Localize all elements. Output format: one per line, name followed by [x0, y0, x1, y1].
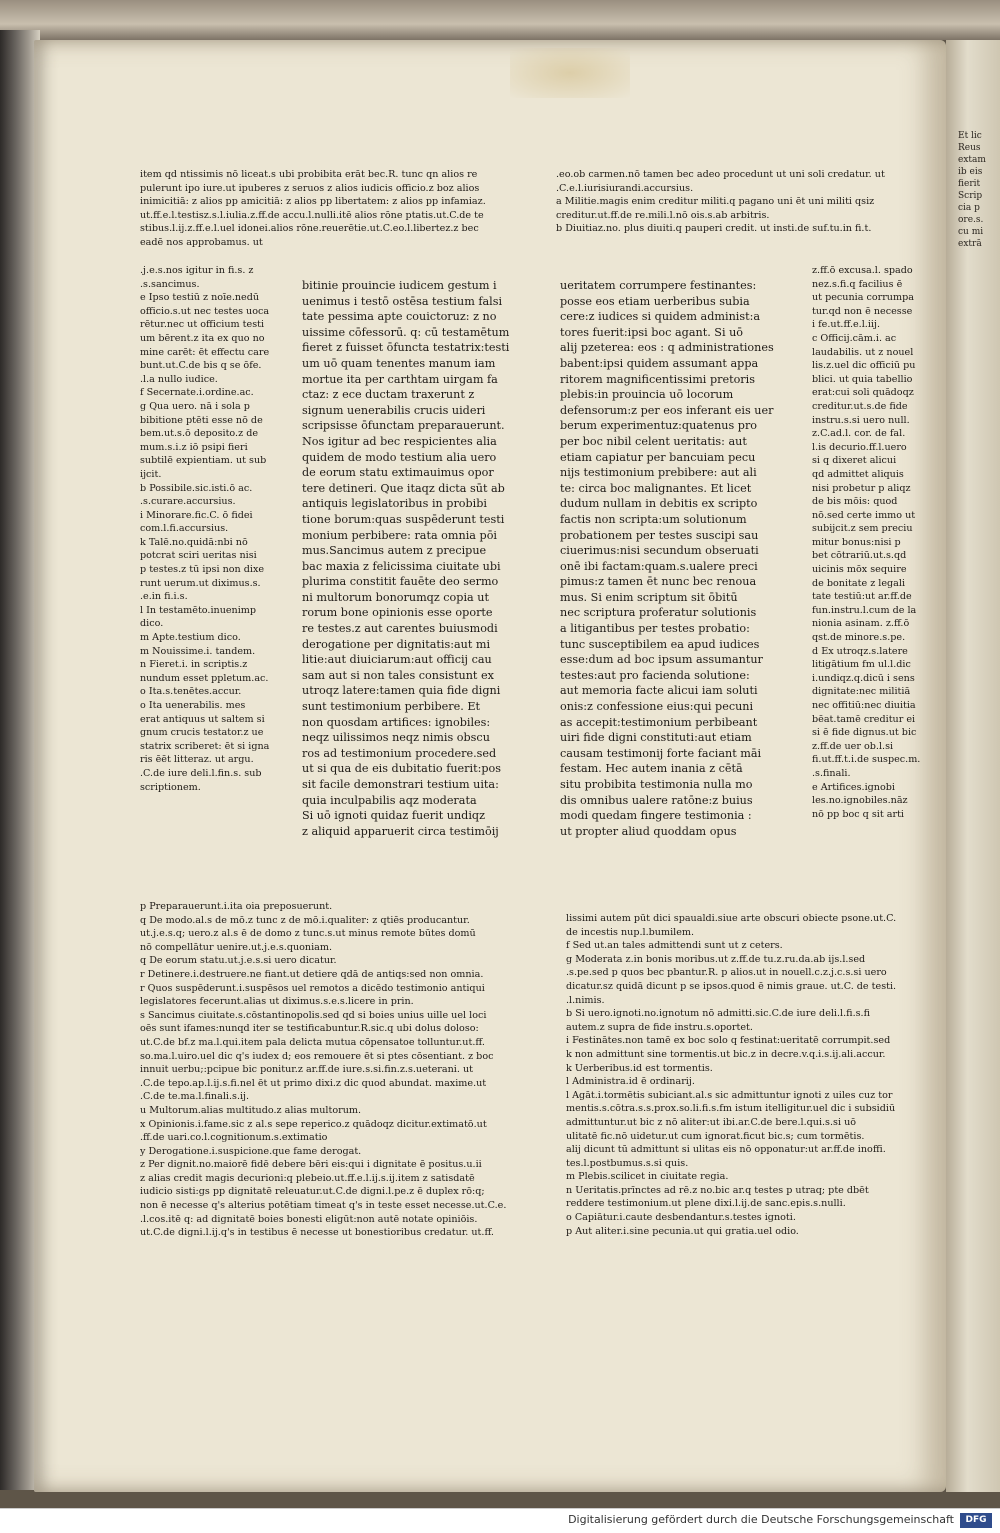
gloss-line: qd admittet aliquis — [812, 468, 904, 480]
text-line: non quosdam artifices: ignobiles: — [302, 715, 491, 729]
gloss-line: laudabilis. ut z nouel — [812, 346, 914, 358]
main-text-column-1 — [302, 278, 544, 839]
gloss-line: i.undiqz.q.dicū i sens — [812, 672, 915, 684]
gloss-line: reddere testimonium.ut plene dixi.l.ij.de sanc.epis.s.nulli. — [566, 1198, 846, 1210]
gloss-line: blici. ut quia tabellio — [812, 373, 913, 385]
gloss-line: g Qua uero. nā i sola p — [140, 400, 250, 412]
gloss-line: com.l.fi.accursius. — [140, 523, 229, 535]
text-line: tere detineri. Que itaqz dicta sūt ab — [302, 481, 505, 495]
gloss-line: tate testiū:ut ar.ff.de — [812, 591, 912, 603]
gloss-line: iudicio sisti:gs pp dignitatē releuatur.ut.C.de digni.l.pe.z ē duplex rō:q; — [140, 1186, 485, 1198]
gloss-line: mitur bonus:nisi p — [812, 536, 901, 548]
gloss-line: b Possibile.sic.isti.ō ac. — [140, 482, 253, 494]
gloss-line: k Talē.no.quidā:nbi nō — [140, 536, 248, 548]
gloss-line: ut pecunia corrumpa — [812, 292, 914, 304]
gloss-line: d Ex utroqz.s.latere — [812, 645, 908, 657]
gloss-line: innuit uerbu;:pcipue bic ponitur.z ar.ff.de iure.s.si.fin.z.s.ueterani. ut — [140, 1064, 473, 1076]
text-line: plebis:in prouincia uō locorum — [560, 388, 734, 402]
text-line: litie:aut diuiciarum:aut officij cau — [302, 653, 492, 667]
gloss-line: f Sed ut.an tales admittendi sunt ut z ceters. — [566, 940, 783, 952]
gloss-line: k non admittunt sine tormentis.ut bic.z in decre.v.q.i.s.ij.ali.accur. — [566, 1048, 886, 1060]
lower-gloss-right — [566, 912, 940, 1238]
text-line: tione borum:quas suspēderunt testi — [302, 512, 505, 526]
gloss-line: .e.in fi.i.s. — [140, 591, 188, 603]
gloss-line: .j.e.s.nos igitur in fi.s. z — [140, 265, 254, 276]
text-line: onis:z confessione eius:qui pecuni — [560, 700, 754, 714]
gloss-line: r Detinere.i.destruere.ne fiant.ut detiere qdā de antiqs:sed non omnia. — [140, 968, 484, 980]
text-line: situ probibita testimonia nulla mo — [560, 778, 753, 791]
gloss-line: de bonitate z legali — [812, 577, 906, 589]
text-line: onē ibi factam:quam.s.ualere preci — [560, 559, 758, 573]
text-line: derogatione per dignitatis:aut mi — [302, 637, 491, 651]
gloss-line: nionia asinam. z.ff.ō — [812, 618, 910, 630]
gloss-line: bet cōtrariū.ut.s.qd — [812, 550, 907, 562]
text-line: defensorum:z per eos inferant eis uer — [560, 403, 774, 417]
gloss-line: ut.j.e.s.q; uero.z al.s ē de domo z tunc.s.ut minus remote būtes domū — [140, 928, 476, 940]
lower-gloss-left — [140, 900, 548, 1240]
gloss-line: tur.qd non ē necesse — [812, 305, 913, 317]
next-page-line: fierit — [958, 179, 981, 189]
text-line: ritorem magnificentissimi pretoris — [560, 372, 755, 386]
gloss-line: nundum esset ppletum.ac. — [140, 672, 269, 684]
gloss-line: inimicitiā: z alios pp amicitiā: z alios pp libertatem: z alios pp infamiaz. — [140, 196, 486, 208]
top-gloss-right — [556, 168, 926, 236]
text-line: um uō quam tenentes manum iam — [302, 356, 496, 370]
text-line: mus. Si enim scriptum sit ōbitū — [560, 590, 738, 604]
text-line: signum uenerabilis crucis uideri — [302, 403, 486, 417]
text-line: uissime cōfessorū. q: cū testamētum — [302, 325, 510, 339]
gloss-line: .s.pe.sed p quos bec pbantur.R. p alios.ut in nouell.c.z.j.c.s.si uero — [566, 967, 887, 979]
text-line: tate pessima apte couictoruz: z no — [302, 310, 497, 324]
text-line: mortue ita per carthtam uirgam fa — [302, 372, 498, 386]
gloss-line: q De modo.al.s de mō.z tunc z de mō.i.qualiter: z qtiēs producantur. — [140, 914, 470, 926]
text-line: te: circa boc malignantes. Et licet — [560, 481, 752, 495]
gloss-line: i Festinātes.non tamē ex boc solo q festinat:ueritatē corrumpit.sed — [566, 1035, 891, 1047]
gloss-line: b Si uero.ignoti.no.ignotum nō admitti.sic.C.de iure deli.l.fi.s.fi — [566, 1008, 870, 1020]
gloss-line: dicatur.sz quidā dicunt p se ipsos.quod ē nimis graue. ut.C. de testi. — [566, 980, 897, 992]
text-line: plurima constitit fauēte deo sermo — [302, 575, 499, 589]
text-line: testes:aut pro facienda solutione: — [560, 668, 750, 682]
gloss-line: lissimi autem pūt dici spaualdi.siue arte obscuri obiecte psone.ut.C. — [566, 913, 897, 924]
text-line: ros ad testimonium procedere.sed — [302, 746, 497, 760]
gloss-line: scriptionem. — [140, 781, 201, 793]
text-line: nijs testimonium prebibere: aut ali — [560, 466, 757, 480]
gloss-line: .C.de tepo.ap.l.ij.s.fi.nel ēt ut primo dixi.z dic quod abundat. maxime.ut — [140, 1077, 487, 1089]
gloss-line: e Ipso testiū z noīe.nedū — [140, 292, 260, 304]
gloss-line: nō compellātur uenire.ut.j.e.s.quoniam. — [140, 941, 333, 953]
gloss-line: dico. — [140, 618, 164, 630]
gloss-line: mine carēt: ēt effectu care — [140, 346, 270, 358]
gloss-line: m Apte.testium dico. — [140, 632, 241, 644]
text-line: mus.Sancimus autem z precipue — [302, 544, 487, 558]
gloss-line: c Officij.cām.i. ac — [812, 332, 897, 344]
next-page-fragment — [958, 130, 1000, 1330]
gloss-line: .ff.de uari.co.l.cognitionum.s.extimatio — [140, 1132, 328, 1144]
gloss-line: subijcit.z sem preciu — [812, 523, 913, 535]
next-page-line: extrā — [958, 239, 982, 249]
text-line: ni multorum bonorumqz copia ut — [302, 590, 489, 604]
gloss-line: mum.s.i.z iō psipi fieri — [140, 441, 248, 453]
gloss-line: .l.a nullo iudice. — [140, 373, 218, 385]
text-line: etiam capiatur per bancuiam pecu — [560, 450, 756, 464]
gloss-line: tes.l.postbumus.s.si quis. — [566, 1157, 689, 1169]
gloss-line: o Capiātur.i.caute desbendantur.s.testes ignoti. — [566, 1212, 796, 1224]
text-line: posse eos etiam uerberibus subia — [560, 294, 750, 308]
gloss-line: pulerunt ipo iure.ut ipuberes z seruos z alios iudicis officio.z boz alios — [140, 182, 480, 194]
gloss-line: l In testamēto.inuenimp — [140, 604, 257, 616]
gloss-line: admittuntur.ut bic z nō aliter:ut ibi.ar.C.de bere.l.qui.s.si uō — [566, 1116, 857, 1128]
gloss-line: fi.ut.ff.t.i.de suspec.m. — [812, 754, 921, 766]
text-line: fieret z fuisset ōfuncta testatrix:testi — [302, 341, 510, 355]
text-line: z aliquid apparuerit circa testimōij — [302, 824, 499, 838]
right-gloss-column — [812, 264, 930, 821]
gloss-line: m Plebis.scilicet in ciuitate regia. — [566, 1171, 729, 1183]
text-line: quia inculpabilis aqz moderata — [302, 793, 477, 807]
next-page-line: Reus — [958, 143, 981, 153]
text-line: dudum nullam in debitis ex scripto — [560, 497, 758, 511]
gloss-line: z alias credit magis decurioni:q plebeio.ut.ff.e.l.ij.s.ij.item z satisdatē — [140, 1172, 475, 1184]
gloss-line: z.ff.de uer ob.l.si — [812, 740, 894, 752]
text-line: aut memoria facte alicui iam soluti — [560, 684, 758, 698]
text-line: quidem de modo testium alia uero — [302, 450, 497, 464]
gloss-line: x Opinionis.i.fame.sic z al.s sepe reperico.z quādoqz dicitur.extimatō.ut — [140, 1118, 487, 1130]
gloss-line: bem.ut.s.ō deposito.z de — [140, 428, 259, 440]
gloss-line: f Secernate.i.ordine.ac. — [140, 387, 254, 399]
gloss-line: instru.s.si uero null. — [812, 414, 910, 426]
gloss-line: officio.s.ut nec testes uoca — [140, 305, 270, 317]
gloss-line: a Militie.magis enim creditur militi.q pagano uni ēt uni militi qsiz — [556, 196, 875, 208]
gloss-line: u Multorum.alias multitudo.z alias multorum. — [140, 1104, 362, 1116]
text-line: a litigantibus per testes probatio: — [560, 622, 750, 636]
gloss-line: uicinis mōx sequire — [812, 564, 907, 576]
gloss-line: n Fieret.i. in scriptis.z — [140, 659, 248, 671]
text-line: ciuerimus:nisi secundum obseruati — [560, 544, 759, 558]
text-line: tunc susceptibilem ea apud iudices — [560, 637, 760, 651]
gloss-line: ris ēēt litteraz. ut argu. — [140, 754, 254, 766]
left-gloss-column — [140, 264, 294, 794]
text-line: cere:z iudices si quidem administ:a — [560, 310, 761, 324]
text-line: sam aut si non tales consistunt ex — [302, 668, 494, 682]
gloss-line: si ē fide dignus.ut bic — [812, 727, 917, 739]
text-line: bac maxia z felicissima ciuitate ubi — [302, 559, 501, 573]
text-line: ueritatem corrumpere festinantes: — [560, 279, 757, 292]
text-line: Nos igitur ad bec respicientes alia — [302, 434, 497, 448]
text-line: scripsisse ōfunctam preparauerunt. — [302, 419, 505, 433]
gloss-line: bibitione ptēti esse nō de — [140, 414, 263, 426]
text-line: neqz uilissimos neqz nimis obscu — [302, 731, 490, 745]
text-line: nec scriptura proferatur solutionis — [560, 606, 757, 620]
gloss-line: bunt.ut.C.de bis q se ōfe. — [140, 360, 262, 372]
gloss-line: l.is decurio.ff.l.uero — [812, 441, 907, 453]
text-line: causam testimonij forte faciant māi — [560, 746, 762, 760]
next-page-line: Scrip — [958, 191, 983, 201]
text-line: ut propter aliud quoddam opus — [560, 824, 737, 838]
gloss-line: .l.cos.itē q: ad dignitatē boies bonesti eligūt:non autē notate opiniōis. — [140, 1213, 478, 1225]
gloss-line: de incestis nup.l.bumilem. — [566, 926, 695, 938]
gloss-line: l Agāt.i.tormētis subiciant.al.s sic admittuntur ignoti z uiles cuz tor — [566, 1089, 893, 1101]
text-line: de eorum statu extimauimus opor — [302, 466, 494, 480]
dfg-logo: DFG — [960, 1513, 992, 1528]
gloss-line: qst.de minore.s.pe. — [812, 632, 906, 644]
gloss-line: fun.instru.l.cum de la — [812, 604, 917, 616]
gloss-line: b Diuitiaz.no. plus diuiti.q pauperi credit. ut insti.de suf.tu.in fi.t. — [556, 223, 872, 235]
gloss-line: nō.sed certe immo ut — [812, 509, 916, 521]
funding-credit: Digitalisierung gefördert durch die Deutsche Forschungsgemeinschaft — [568, 1513, 954, 1526]
gloss-line: item qd ntissimis nō liceat.s ubi probibita erāt bec.R. tunc qn alios re — [140, 169, 478, 180]
gloss-line: eadē nos approbamus. ut — [140, 236, 263, 248]
gloss-line: nō pp boc q sit arti — [812, 808, 904, 820]
gloss-line: bēat.tamē creditur ei — [812, 713, 916, 725]
gloss-line: nez.s.fi.q facilius ē — [812, 278, 903, 290]
gloss-line: de bis mōis: quod — [812, 496, 898, 508]
gloss-line: .s.sancimus. — [140, 278, 200, 290]
gloss-line: rētur.nec ut officium testi — [140, 319, 265, 331]
gloss-line: um bērent.z ita ex quo no — [140, 332, 265, 344]
gloss-line: lis.z.uel dic officiū pu — [812, 360, 916, 372]
text-line: sunt testimonium perbibere. Et — [302, 700, 481, 714]
next-page-line: cu mi — [958, 227, 984, 237]
book-top-edge — [0, 0, 1000, 40]
gloss-line: p Aut aliter.i.sine pecunia.ut qui gratia.uel odio. — [566, 1225, 799, 1237]
gloss-line: z.C.ad.l. cor. de fal. — [812, 428, 906, 440]
next-page-line: extam — [958, 155, 986, 165]
gloss-line: so.ma.l.uiro.uel dic q's iudex d; eos remouere ēt si ptes cōsentiant. z boc — [140, 1050, 494, 1062]
gloss-line: y Derogatione.i.suspicione.que fame derogat. — [140, 1145, 362, 1157]
gloss-line: .s.finali. — [812, 767, 851, 779]
text-line: sit facile demonstrari testium uita: — [302, 778, 499, 791]
gloss-line: autem.z supra de fide instru.s.oportet. — [566, 1021, 753, 1033]
gloss-line: m Nouissime.i. tandem. — [140, 645, 256, 657]
gloss-line: n Ueritatis.prīnctes ad rē.z no.bic ar.q testes p utraq; pte dbēt — [566, 1184, 869, 1196]
gloss-line: i fe.ut.ff.e.l.iij. — [812, 319, 881, 331]
gloss-line: les.no.ignobiles.nāz — [812, 795, 908, 807]
next-page-line: Et lic — [958, 131, 982, 141]
text-line: re testes.z aut carentes buiusmodi — [302, 622, 498, 636]
gloss-line: p testes.z tū ipsi non dixe — [140, 564, 265, 576]
text-line: ctaz: z ece ductam traxerunt z — [302, 388, 475, 402]
gloss-line: .C.e.l.iurisiurandi.accursius. — [556, 182, 694, 194]
text-line: Si uō ignoti quidaz fuerit undiqz — [302, 809, 485, 823]
gloss-line: l Administra.id ē ordinarij. — [566, 1076, 695, 1088]
gloss-line: p Preparauerunt.i.ita oia preposuerunt. — [140, 901, 333, 912]
gloss-line: o Ita uenerabilis. mes — [140, 700, 246, 711]
gloss-line: alij dicunt tū admittunt si ulitas eis nō opponatur:ut ar.ff.de inoffi. — [566, 1144, 886, 1156]
gloss-line: runt uerum.ut diximus.s. — [140, 577, 261, 589]
gloss-line: nisi probetur p aliqz — [812, 482, 911, 494]
gloss-line: e Artifices.ignobi — [812, 781, 895, 793]
gloss-line: statrix scriberet: ēt si igna — [140, 740, 270, 752]
gloss-line: gnum crucis testator.z ue — [140, 727, 264, 739]
text-line: ut si qua de eis dubitatio fuerit:pos — [302, 762, 501, 776]
gloss-line: litigātium fm ul.l.dic — [812, 659, 911, 671]
gloss-line: ut.ff.e.l.testisz.s.l.iulia.z.ff.de accu.l.nulli.itē alios rōne ptatis.ut.C.de te — [140, 209, 484, 221]
text-line: alij pzeterea: eos : q administrationes — [560, 341, 774, 355]
gloss-line: erat:cui soli quādoqz — [812, 387, 914, 399]
gloss-line: r Quos suspēderunt.i.suspēsos uel remotos a dicēdo testimonio antiqui — [140, 982, 485, 994]
gloss-line: si q dixeret alicui — [812, 455, 897, 467]
gloss-line: g Moderata z.in bonis moribus.ut z.ff.de tu.z.ru.da.ab ijs.l.sed — [566, 953, 866, 965]
main-text-column-2 — [560, 278, 802, 839]
text-line: monium perbibere: rata omnia pōi — [302, 528, 498, 542]
text-line: uenimus i testō ostēsa testium falsi — [302, 294, 503, 308]
gloss-line: ut.C.de digni.l.ij.q's in testibus ē necesse ut bonestioribus credatur. ut.ff. — [140, 1227, 494, 1239]
text-line: antiquis legislatoribus in probibi — [302, 497, 488, 511]
gloss-line: i Minorare.fic.C. ō fidei — [140, 509, 253, 521]
next-page-line: cia p — [958, 203, 980, 213]
gloss-line: subtilē expientiam. ut sub — [140, 455, 267, 467]
text-line: berum experimentuz:quatenus pro — [560, 419, 758, 433]
text-line: dis omnibus ualere ratōne:z buius — [560, 793, 753, 807]
gloss-line: ulitatē fic.nō uidetur.ut cum ignorat.ficut bic.s; cum tormētis. — [566, 1130, 865, 1142]
text-line: uiri fide digni constituti:aut etiam — [560, 731, 752, 745]
footer-bar — [0, 1508, 1000, 1533]
text-line: tores fuerit:ipsi boc agant. Si uō — [560, 325, 744, 339]
gloss-line: k Uerberibus.id est tormentis. — [566, 1062, 713, 1074]
text-line: modi quedam fingere testimonia : — [560, 809, 752, 823]
gloss-line: creditur.ut.ff.de re.mili.l.nō ois.s.ab arbitris. — [556, 209, 770, 221]
next-page-line: ore.s. — [958, 215, 984, 225]
gloss-line: o Ita.s.tenētes.accur. — [140, 686, 242, 698]
text-line: factis non scripta:um solutionum — [560, 512, 747, 526]
gloss-line: potcrat sciri ueritas nisi — [140, 550, 257, 562]
gloss-line: oēs sunt ifames:nunqd iter se testificabuntur.R.sic.q ubi dolus doloso: — [140, 1023, 479, 1035]
text-line: esse:dum ad boc ipsum assumantur — [560, 653, 763, 667]
gloss-line: s Sancimus ciuitate.s.cōstantinopolis.sed qd si boies unius uille uel loci — [140, 1009, 487, 1021]
gloss-line: ut.C.de bf.z ma.l.qui.item pala delicta mutua cōpensatoe tolluntur.ut.ff. — [140, 1036, 485, 1048]
text-line: utroqz latere:tamen quia fide digni — [302, 684, 501, 698]
gloss-line: legislatores fecerunt.alias ut diximus.s.e.s.licere in prin. — [140, 996, 414, 1008]
page-stain — [510, 48, 630, 98]
gloss-line: mentis.s.cōtra.s.s.prox.so.li.fi.s.fm istum itelligitur.uel dic i subsidiū — [566, 1103, 896, 1115]
gloss-line: .C.de iure deli.l.fin.s. sub — [140, 767, 262, 779]
gloss-line: .eo.ob carmen.nō tamen bec adeo procedunt ut uni soli credatur. ut — [556, 169, 885, 180]
gloss-line: stibus.l.ij.z.ff.e.l.uel idonei.alios rōne.reuerētie.ut.C.eo.l.libertez.z bec — [140, 223, 479, 235]
text-line: pimus:z tamen ēt nunc bec renoua — [560, 575, 757, 589]
gloss-line: z Per dignit.no.maiorē fidē debere bēri eis:qui i dignitate ē positus.u.ii — [140, 1159, 482, 1171]
text-line: bitinie prouincie iudicem gestum i — [302, 279, 497, 292]
gloss-line: creditur.ut.s.de fide — [812, 400, 908, 412]
gloss-line: non ē necesse q's alterius potētiam timeat q's in teste esset necesse.ut.C.e. — [140, 1200, 507, 1212]
gloss-line: erat antiquus ut saltem si — [140, 713, 265, 725]
gloss-line: .s.curare.accursius. — [140, 496, 236, 508]
gloss-line: z.ff.ō excusa.l. spado — [812, 265, 913, 276]
text-line: rorum bone opinionis esse oporte — [302, 606, 493, 620]
gloss-line: ijcit. — [140, 468, 162, 480]
text-line: as accepit:testimonium perbibeant — [560, 715, 758, 729]
gloss-line: .l.nimis. — [566, 994, 605, 1006]
gloss-line: q De eorum statu.ut.j.e.s.si uero dicatur. — [140, 955, 337, 967]
text-line: babent:ipsi quidem assumant appa — [560, 356, 759, 370]
top-gloss-left — [140, 168, 540, 250]
gloss-line: dignitate:nec militiā — [812, 686, 911, 698]
text-line: per boc nibil celent ueritatis: aut — [560, 434, 747, 448]
gloss-line: .C.de te.ma.l.finali.s.ij. — [140, 1091, 250, 1103]
gloss-line: nec offitiū:nec diuitia — [812, 700, 916, 711]
text-line: festam. Hec autem inania z cētā — [560, 762, 743, 776]
text-line: probationem per testes suscipi sau — [560, 528, 759, 542]
next-page-line: ib eis — [958, 167, 983, 177]
